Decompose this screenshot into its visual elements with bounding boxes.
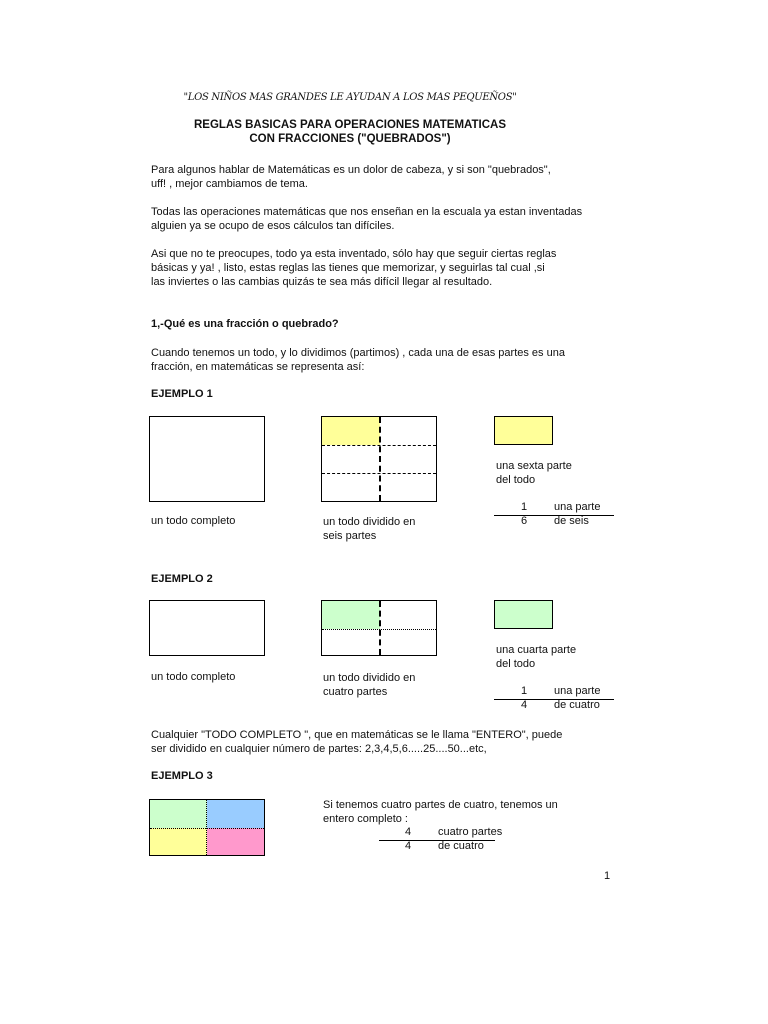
example-2-part-box: [494, 600, 553, 629]
example-2-part-label: una cuarta parte del todo: [496, 644, 577, 670]
example-3-numerator: 4: [404, 826, 412, 838]
example-1-denominator: 6: [520, 515, 528, 527]
example-2-divider-v: [379, 601, 381, 655]
title-line-1: REGLAS BASICAS PARA OPERACIONES MATEMATICAS: [193, 119, 506, 131]
page-number: 1: [604, 870, 611, 882]
example-2-divided-box: [321, 600, 437, 656]
section-1-heading: 1,-Qué es una fracción o quebrado?: [151, 318, 339, 330]
intro-paragraph-3: Asi que no te preocupes, todo ya esta inventado, sólo hay que seguir ciertas reglas básicas y ya! , listo, estas reglas las tienes que memorizar, y seguirlas tal cual ,si las inviertes o las cambias quizás te sea más difícil llegar al resultado.: [151, 248, 557, 288]
title-line-2: CON FRACCIONES ("QUEBRADOS"): [249, 133, 451, 145]
example-3-divider-h: [150, 828, 264, 829]
example-2-whole-box: [149, 600, 265, 656]
example-1-divided-box: [321, 416, 437, 502]
motto: "LOS NIÑOS MAS GRANDES LE AYUDAN A LOS MAS PEQUEÑOS": [183, 92, 517, 103]
example-1-whole-box: [149, 416, 265, 502]
example-3-quarter-2: [207, 800, 264, 828]
entero-paragraph: Cualquier "TODO COMPLETO ", que en matemáticas se le llama "ENTERO", puede ser dividido en cualquier número de partes: 2,3,4,5,6.....25....50...etc,: [151, 729, 563, 755]
example-1-numerator: 1: [520, 501, 528, 513]
example-2-highlight-cell: [322, 601, 380, 629]
example-3-text: Si tenemos cuatro partes de cuatro, tenemos un entero completo :: [323, 799, 558, 825]
example-1-whole-label: un todo completo: [151, 515, 236, 527]
example-1-heading: EJEMPLO 1: [151, 388, 213, 400]
example-1-part-box: [494, 416, 553, 445]
example-3-numerator-text: cuatro partes: [438, 826, 503, 838]
example-1-numerator-text: una parte: [554, 501, 601, 513]
example-2-numerator: 1: [520, 685, 528, 697]
example-3-denominator: 4: [404, 840, 412, 852]
intro-paragraph-2: Todas las operaciones matemáticas que nos enseñan en la escuala ya estan inventadas alguien ya se ocupo de esos cálculos tan difíciles.: [151, 206, 583, 232]
example-3-divider-v: [206, 800, 207, 855]
example-2-heading: EJEMPLO 2: [151, 573, 213, 585]
example-3-heading: EJEMPLO 3: [151, 770, 213, 782]
example-3-quarter-1: [150, 800, 207, 828]
example-2-numerator-text: una parte: [554, 685, 601, 697]
example-2-whole-label: un todo completo: [151, 671, 236, 683]
example-3-whole-box: [149, 799, 265, 856]
example-1-divider-v: [379, 417, 381, 501]
example-1-denominator-text: de seis: [554, 515, 589, 527]
section-1-text: Cuando tenemos un todo, y lo dividimos (partimos) , cada una de esas partes es una fracción, en matemáticas se representa así:: [151, 347, 565, 373]
intro-paragraph-1: Para algunos hablar de Matemáticas es un dolor de cabeza, y si son "quebrados", uff! , mejor cambiamos de tema.: [151, 164, 551, 190]
example-2-divided-label: un todo dividido en cuatro partes: [323, 672, 416, 698]
example-2-denominator-text: de cuatro: [554, 699, 600, 711]
example-2-denominator: 4: [520, 699, 528, 711]
example-1-highlight-cell: [322, 417, 380, 445]
example-3-denominator-text: de cuatro: [438, 840, 484, 852]
example-3-quarter-3: [150, 828, 207, 855]
example-1-divided-label: un todo dividido en seis partes: [323, 516, 416, 542]
example-3-quarter-4: [207, 828, 264, 855]
example-1-part-label: una sexta parte del todo: [496, 460, 572, 486]
